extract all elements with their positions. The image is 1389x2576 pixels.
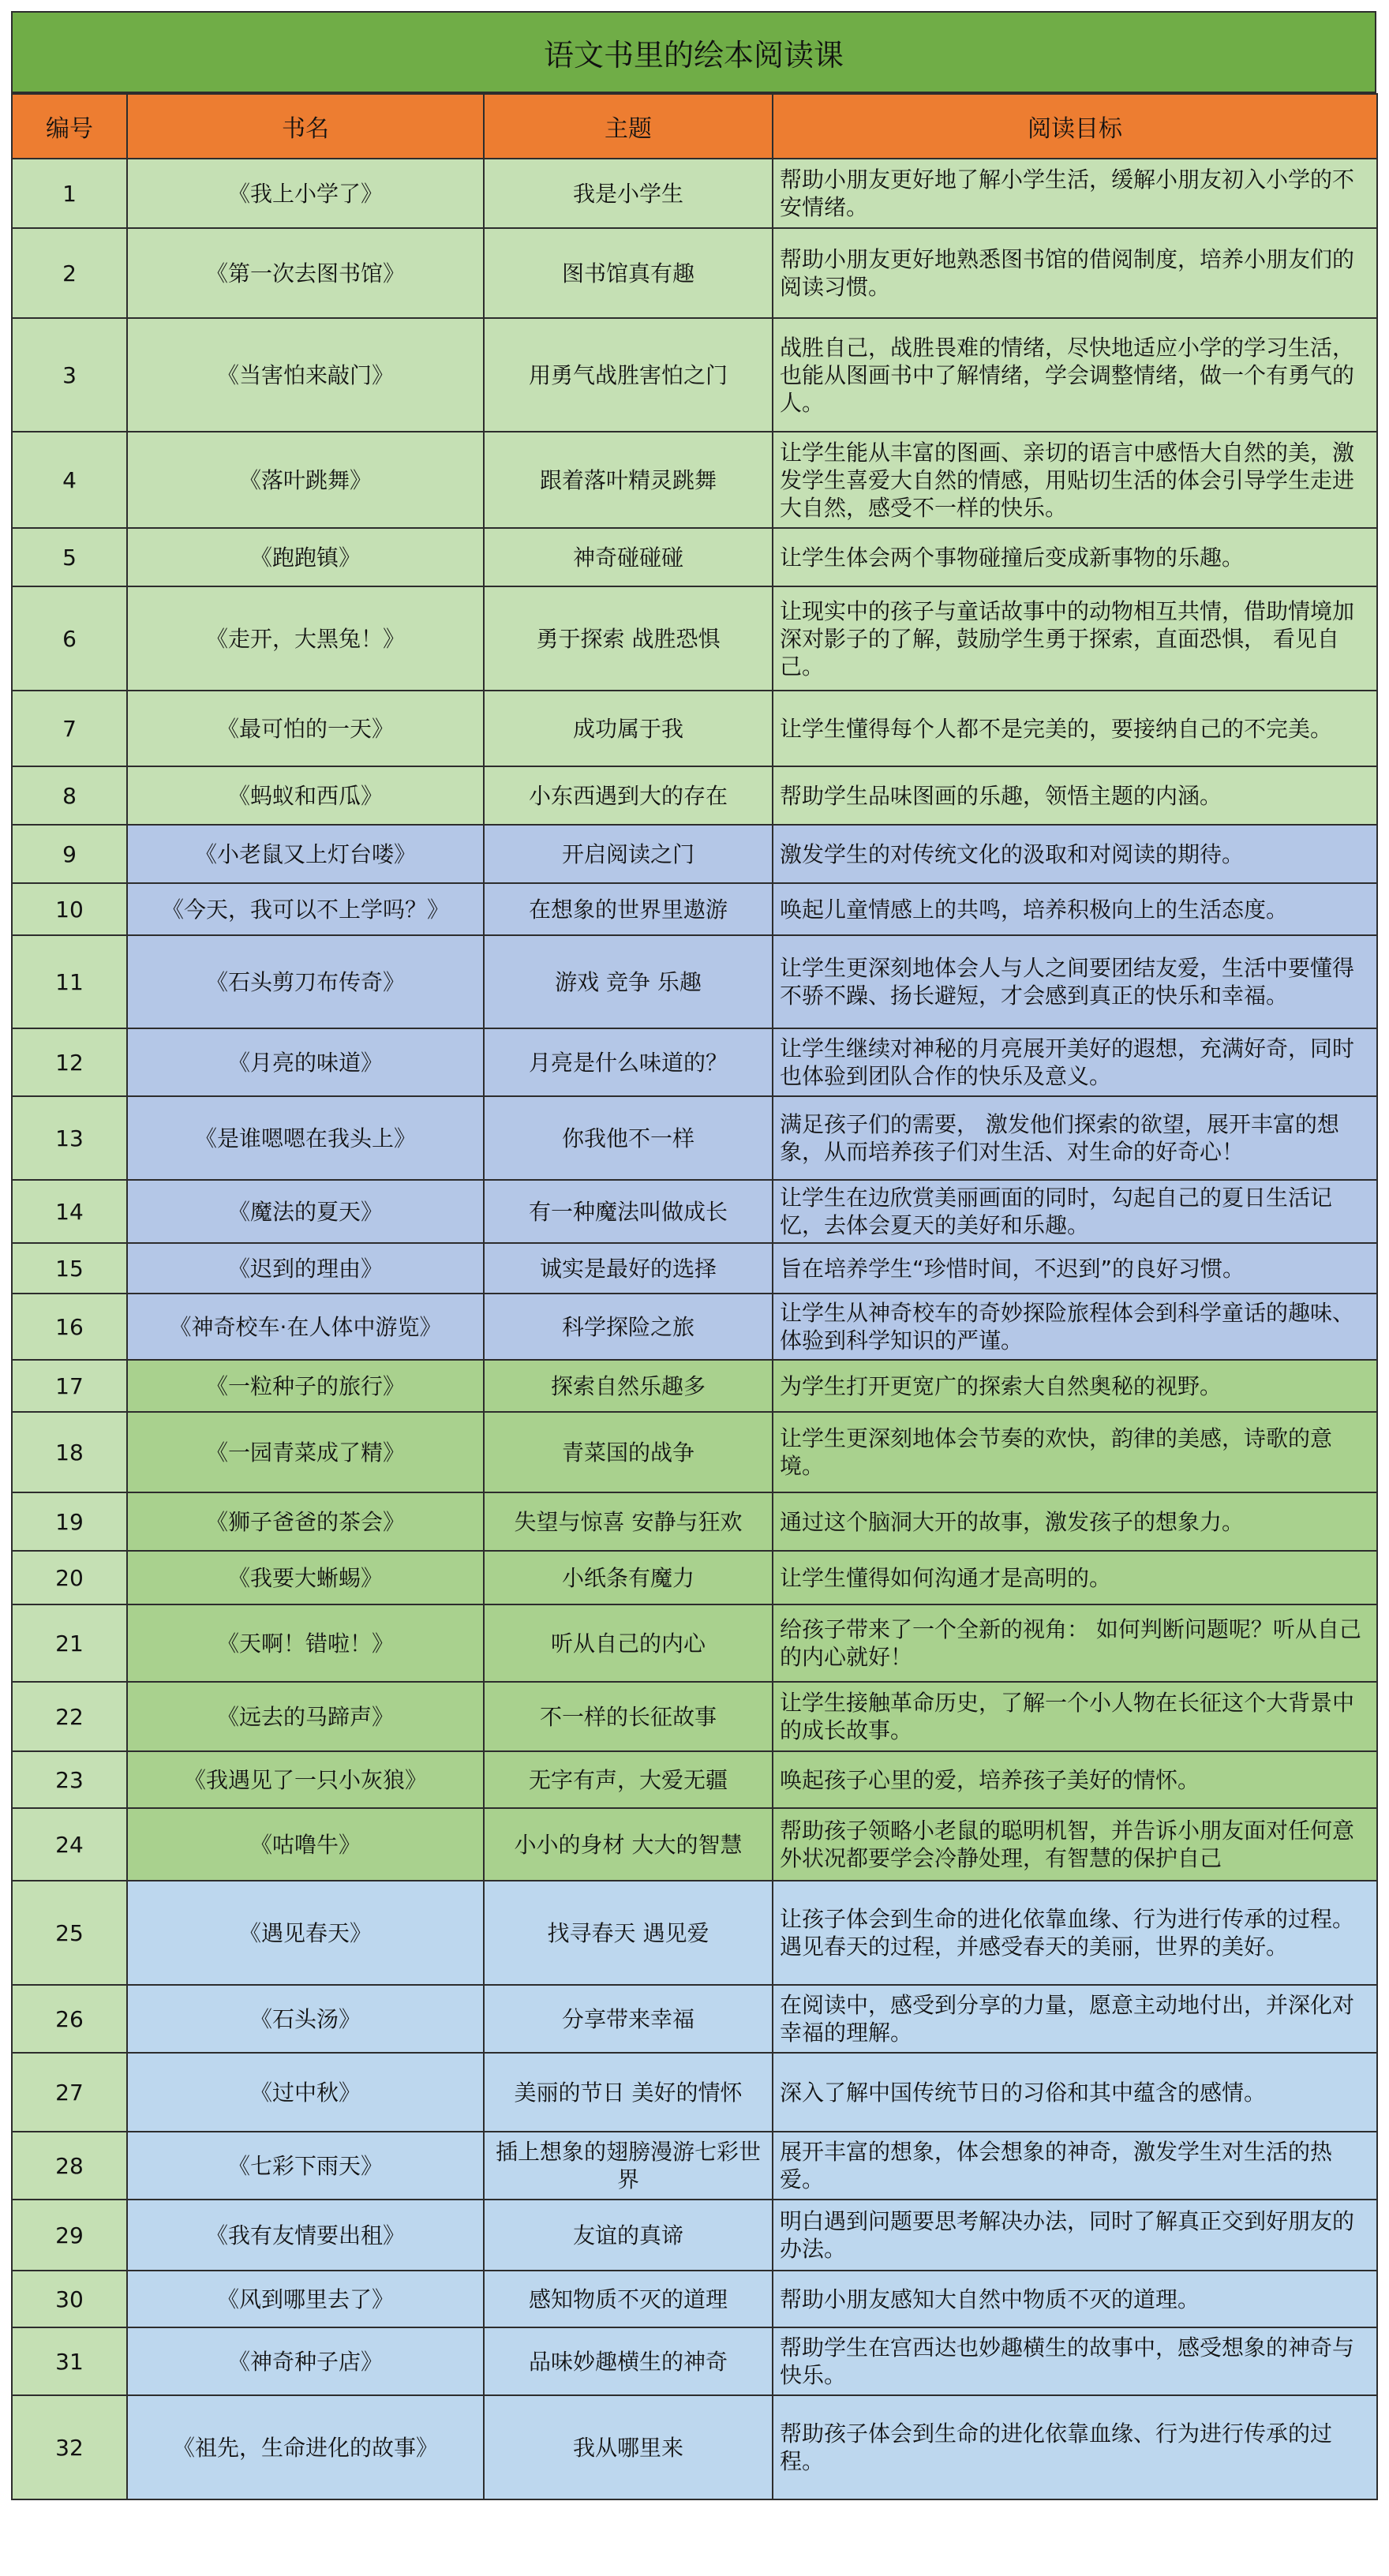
- header-reading-goal: 阅读目标: [773, 94, 1377, 159]
- table-row: [12, 2132, 1377, 2200]
- row-number: 1: [12, 159, 127, 228]
- row-book-name: 《我上小学了》: [127, 159, 484, 228]
- row-book-name: 《一园青菜成了精》: [127, 1412, 484, 1492]
- row-reading-goal: 帮助孩子体会到生命的进化依靠血缘、行为进行传承的过程。: [773, 2395, 1377, 2499]
- row-book-name: 《魔法的夏天》: [127, 1180, 484, 1243]
- row-theme: 开启阅读之门: [484, 825, 773, 883]
- table-row: [12, 2200, 1377, 2271]
- row-number: 6: [12, 586, 127, 691]
- table-row: [12, 1808, 1377, 1881]
- row-number: 31: [12, 2327, 127, 2395]
- row-book-name: 《狮子爸爸的茶会》: [127, 1492, 484, 1551]
- row-reading-goal: 帮助小朋友更好地了解小学生活，缓解小朋友初入小学的不安情绪。: [773, 159, 1377, 228]
- row-theme: 小东西遇到大的存在: [484, 766, 773, 825]
- row-reading-goal: 让现实中的孩子与童话故事中的动物相互共情，借助情境加深对影子的了解，鼓励学生勇于探索，直面恐惧， 看见自己。: [773, 586, 1377, 691]
- row-number: 9: [12, 825, 127, 883]
- row-theme: 插上想象的翅膀漫游七彩世界: [484, 2132, 773, 2200]
- row-book-name: 《石头剪刀布传奇》: [127, 935, 484, 1028]
- row-reading-goal: 让学生能从丰富的图画、亲切的语言中感悟大自然的美，激发学生喜爱大自然的情感，用贴切生活的体会引导学生走进大自然，感受不一样的快乐。: [773, 432, 1377, 528]
- row-theme: 找寻春天 遇见爱: [484, 1881, 773, 1985]
- row-theme: 我是小学生: [484, 159, 773, 228]
- row-book-name: 《走开，大黑兔！》: [127, 586, 484, 691]
- row-book-name: 《神奇校车·在人体中游览》: [127, 1294, 484, 1360]
- table-row: [12, 1551, 1377, 1604]
- table-row: [12, 691, 1377, 766]
- row-book-name: 《咕噜牛》: [127, 1808, 484, 1881]
- row-theme: 小纸条有魔力: [484, 1551, 773, 1604]
- table-row: [12, 528, 1377, 586]
- row-reading-goal: 帮助学生品味图画的乐趣，领悟主题的内涵。: [773, 766, 1377, 825]
- header-theme: 主题: [484, 94, 773, 159]
- row-theme: 听从自己的内心: [484, 1604, 773, 1682]
- table-row: [12, 1096, 1377, 1180]
- row-reading-goal: 满足孩子们的需要， 激发他们探索的欲望，展开丰富的想象，从而培养孩子们对生活、对生命的好奇心！: [773, 1096, 1377, 1180]
- table-row: [12, 2271, 1377, 2327]
- row-number: 8: [12, 766, 127, 825]
- row-reading-goal: 唤起孩子心里的爱，培养孩子美好的情怀。: [773, 1751, 1377, 1808]
- table-row: [12, 883, 1377, 935]
- row-book-name: 《是谁嗯嗯在我头上》: [127, 1096, 484, 1180]
- row-theme: 小小的身材 大大的智慧: [484, 1808, 773, 1881]
- row-reading-goal: 唤起儿童情感上的共鸣，培养积极向上的生活态度。: [773, 883, 1377, 935]
- row-number: 14: [12, 1180, 127, 1243]
- table-row: [12, 159, 1377, 228]
- row-book-name: 《风到哪里去了》: [127, 2271, 484, 2327]
- row-book-name: 《远去的马蹄声》: [127, 1682, 484, 1751]
- table-row: [12, 935, 1377, 1028]
- reading-course-table: [11, 93, 1378, 2500]
- row-book-name: 《神奇种子店》: [127, 2327, 484, 2395]
- row-book-name: 《我遇见了一只小灰狼》: [127, 1751, 484, 1808]
- row-number: 15: [12, 1243, 127, 1294]
- table-row: [12, 766, 1377, 825]
- row-number: 17: [12, 1360, 127, 1412]
- row-reading-goal: 展开丰富的想象，体会想象的神奇，激发学生对生活的热爱。: [773, 2132, 1377, 2200]
- row-reading-goal: 帮助小朋友更好地熟悉图书馆的借阅制度，培养小朋友们的阅读习惯。: [773, 228, 1377, 318]
- table-row: [12, 1604, 1377, 1682]
- row-theme: 在想象的世界里遨游: [484, 883, 773, 935]
- table-row: [12, 1360, 1377, 1412]
- table-row: [12, 1028, 1377, 1096]
- row-book-name: 《我要大蜥蜴》: [127, 1551, 484, 1604]
- row-reading-goal: 让学生体会两个事物碰撞后变成新事物的乐趣。: [773, 528, 1377, 586]
- row-number: 2: [12, 228, 127, 318]
- table-row: [12, 1682, 1377, 1751]
- header-book-name: 书名: [127, 94, 484, 159]
- row-theme: 勇于探索 战胜恐惧: [484, 586, 773, 691]
- row-reading-goal: 让学生接触革命历史，了解一个小人物在长征这个大背景中的成长故事。: [773, 1682, 1377, 1751]
- table-row: [12, 2395, 1377, 2499]
- row-number: 10: [12, 883, 127, 935]
- row-theme: 图书馆真有趣: [484, 228, 773, 318]
- row-number: 5: [12, 528, 127, 586]
- spreadsheet: [11, 11, 1378, 2565]
- table-row: [12, 2327, 1377, 2395]
- row-theme: 不一样的长征故事: [484, 1682, 773, 1751]
- row-theme: 感知物质不灭的道理: [484, 2271, 773, 2327]
- row-book-name: 《石头汤》: [127, 1985, 484, 2053]
- row-theme: 友谊的真谛: [484, 2200, 773, 2271]
- row-book-name: 《最可怕的一天》: [127, 691, 484, 766]
- row-number: 21: [12, 1604, 127, 1682]
- row-number: 23: [12, 1751, 127, 1808]
- row-number: 25: [12, 1881, 127, 1985]
- row-number: 30: [12, 2271, 127, 2327]
- row-reading-goal: 让学生懂得每个人都不是完美的，要接纳自己的不完美。: [773, 691, 1377, 766]
- table-row: [12, 1492, 1377, 1551]
- row-number: 7: [12, 691, 127, 766]
- table-title: 语文书里的绘本阅读课: [11, 11, 1376, 93]
- row-number: 16: [12, 1294, 127, 1360]
- row-number: 13: [12, 1096, 127, 1180]
- row-reading-goal: 为学生打开更宽广的探索大自然奥秘的视野。: [773, 1360, 1377, 1412]
- row-reading-goal: 给孩子带来了一个全新的视角： 如何判断问题呢？听从自己的内心就好！: [773, 1604, 1377, 1682]
- row-number: 27: [12, 2053, 127, 2132]
- row-book-name: 《当害怕来敲门》: [127, 318, 484, 432]
- row-number: 32: [12, 2395, 127, 2499]
- row-book-name: 《祖先，生命进化的故事》: [127, 2395, 484, 2499]
- row-book-name: 《迟到的理由》: [127, 1243, 484, 1294]
- row-theme: 青菜国的战争: [484, 1412, 773, 1492]
- row-theme: 有一种魔法叫做成长: [484, 1180, 773, 1243]
- row-theme: 诚实是最好的选择: [484, 1243, 773, 1294]
- row-reading-goal: 让学生更深刻地体会人与人之间要团结友爱，生活中要懂得不骄不躁、扬长避短，才会感到真正的快乐和幸福。: [773, 935, 1377, 1028]
- row-reading-goal: 让孩子体会到生命的进化依靠血缘、行为进行传承的过程。遇见春天的过程，并感受春天的美丽，世界的美好。: [773, 1881, 1377, 1985]
- row-number: 29: [12, 2200, 127, 2271]
- row-theme: 失望与惊喜 安静与狂欢: [484, 1492, 773, 1551]
- row-number: 28: [12, 2132, 127, 2200]
- row-number: 12: [12, 1028, 127, 1096]
- row-theme: 神奇碰碰碰: [484, 528, 773, 586]
- table-row: [12, 1180, 1377, 1243]
- row-reading-goal: 战胜自己，战胜畏难的情绪，尽快地适应小学的学习生活，也能从图画书中了解情绪，学会调整情绪，做一个有勇气的人。: [773, 318, 1377, 432]
- row-reading-goal: 深入了解中国传统节日的习俗和其中蕴含的感情。: [773, 2053, 1377, 2132]
- row-book-name: 《我有友情要出租》: [127, 2200, 484, 2271]
- row-number: 26: [12, 1985, 127, 2053]
- row-reading-goal: 让学生从神奇校车的奇妙探险旅程体会到科学童话的趣味、体验到科学知识的严谨。: [773, 1294, 1377, 1360]
- row-theme: 跟着落叶精灵跳舞: [484, 432, 773, 528]
- table-row: [12, 1751, 1377, 1808]
- row-number: 24: [12, 1808, 127, 1881]
- row-reading-goal: 让学生更深刻地体会节奏的欢快，韵律的美感，诗歌的意境。: [773, 1412, 1377, 1492]
- row-number: 4: [12, 432, 127, 528]
- row-book-name: 《遇见春天》: [127, 1881, 484, 1985]
- row-reading-goal: 通过这个脑洞大开的故事，激发孩子的想象力。: [773, 1492, 1377, 1551]
- row-theme: 成功属于我: [484, 691, 773, 766]
- row-book-name: 《小老鼠又上灯台喽》: [127, 825, 484, 883]
- table-row: [12, 825, 1377, 883]
- row-reading-goal: 在阅读中，感受到分享的力量，愿意主动地付出，并深化对幸福的理解。: [773, 1985, 1377, 2053]
- row-reading-goal: 帮助孩子领略小老鼠的聪明机智，并告诉小朋友面对任何意外状况都要学会冷静处理，有智慧的保护自己: [773, 1808, 1377, 1881]
- row-reading-goal: 让学生继续对神秘的月亮展开美好的遐想，充满好奇，同时也体验到团队合作的快乐及意义。: [773, 1028, 1377, 1096]
- row-theme: 游戏 竞争 乐趣: [484, 935, 773, 1028]
- header-number: 编号: [12, 94, 127, 159]
- row-book-name: 《跑跑镇》: [127, 528, 484, 586]
- row-theme: 美丽的节日 美好的情怀: [484, 2053, 773, 2132]
- row-number: 22: [12, 1682, 127, 1751]
- table-row: [12, 318, 1377, 432]
- row-reading-goal: 旨在培养学生“珍惜时间，不迟到”的良好习惯。: [773, 1243, 1377, 1294]
- row-theme: 分享带来幸福: [484, 1985, 773, 2053]
- row-theme: 探索自然乐趣多: [484, 1360, 773, 1412]
- row-theme: 无字有声，大爱无疆: [484, 1751, 773, 1808]
- row-reading-goal: 帮助学生在宫西达也妙趣横生的故事中，感受想象的神奇与快乐。: [773, 2327, 1377, 2395]
- table-row: [12, 1985, 1377, 2053]
- table-row: [12, 2053, 1377, 2132]
- row-book-name: 《天啊！错啦！》: [127, 1604, 484, 1682]
- row-reading-goal: 帮助小朋友感知大自然中物质不灭的道理。: [773, 2271, 1377, 2327]
- row-book-name: 《今天，我可以不上学吗？》: [127, 883, 484, 935]
- row-reading-goal: 激发学生的对传统文化的汲取和对阅读的期待。: [773, 825, 1377, 883]
- table-row: [12, 228, 1377, 318]
- row-theme: 月亮是什么味道的？: [484, 1028, 773, 1096]
- table-row: [12, 1243, 1377, 1294]
- row-number: 11: [12, 935, 127, 1028]
- row-book-name: 《一粒种子的旅行》: [127, 1360, 484, 1412]
- header-row: [12, 94, 1377, 159]
- row-reading-goal: 明白遇到问题要思考解决办法，同时了解真正交到好朋友的办法。: [773, 2200, 1377, 2271]
- row-number: 20: [12, 1551, 127, 1604]
- row-number: 19: [12, 1492, 127, 1551]
- row-theme: 科学探险之旅: [484, 1294, 773, 1360]
- row-number: 18: [12, 1412, 127, 1492]
- table-row: [12, 1294, 1377, 1360]
- row-book-name: 《月亮的味道》: [127, 1028, 484, 1096]
- row-theme: 你我他不一样: [484, 1096, 773, 1180]
- row-theme: 用勇气战胜害怕之门: [484, 318, 773, 432]
- row-book-name: 《过中秋》: [127, 2053, 484, 2132]
- table-row: [12, 1881, 1377, 1985]
- row-theme: 品味妙趣横生的神奇: [484, 2327, 773, 2395]
- row-book-name: 《七彩下雨天》: [127, 2132, 484, 2200]
- row-book-name: 《落叶跳舞》: [127, 432, 484, 528]
- row-book-name: 《第一次去图书馆》: [127, 228, 484, 318]
- table-row: [12, 432, 1377, 528]
- row-book-name: 《蚂蚁和西瓜》: [127, 766, 484, 825]
- table-row: [12, 1412, 1377, 1492]
- table-row: [12, 586, 1377, 691]
- row-number: 3: [12, 318, 127, 432]
- row-reading-goal: 让学生在边欣赏美丽画面的同时，勾起自己的夏日生活记忆，去体会夏天的美好和乐趣。: [773, 1180, 1377, 1243]
- row-reading-goal: 让学生懂得如何沟通才是高明的。: [773, 1551, 1377, 1604]
- row-theme: 我从哪里来: [484, 2395, 773, 2499]
